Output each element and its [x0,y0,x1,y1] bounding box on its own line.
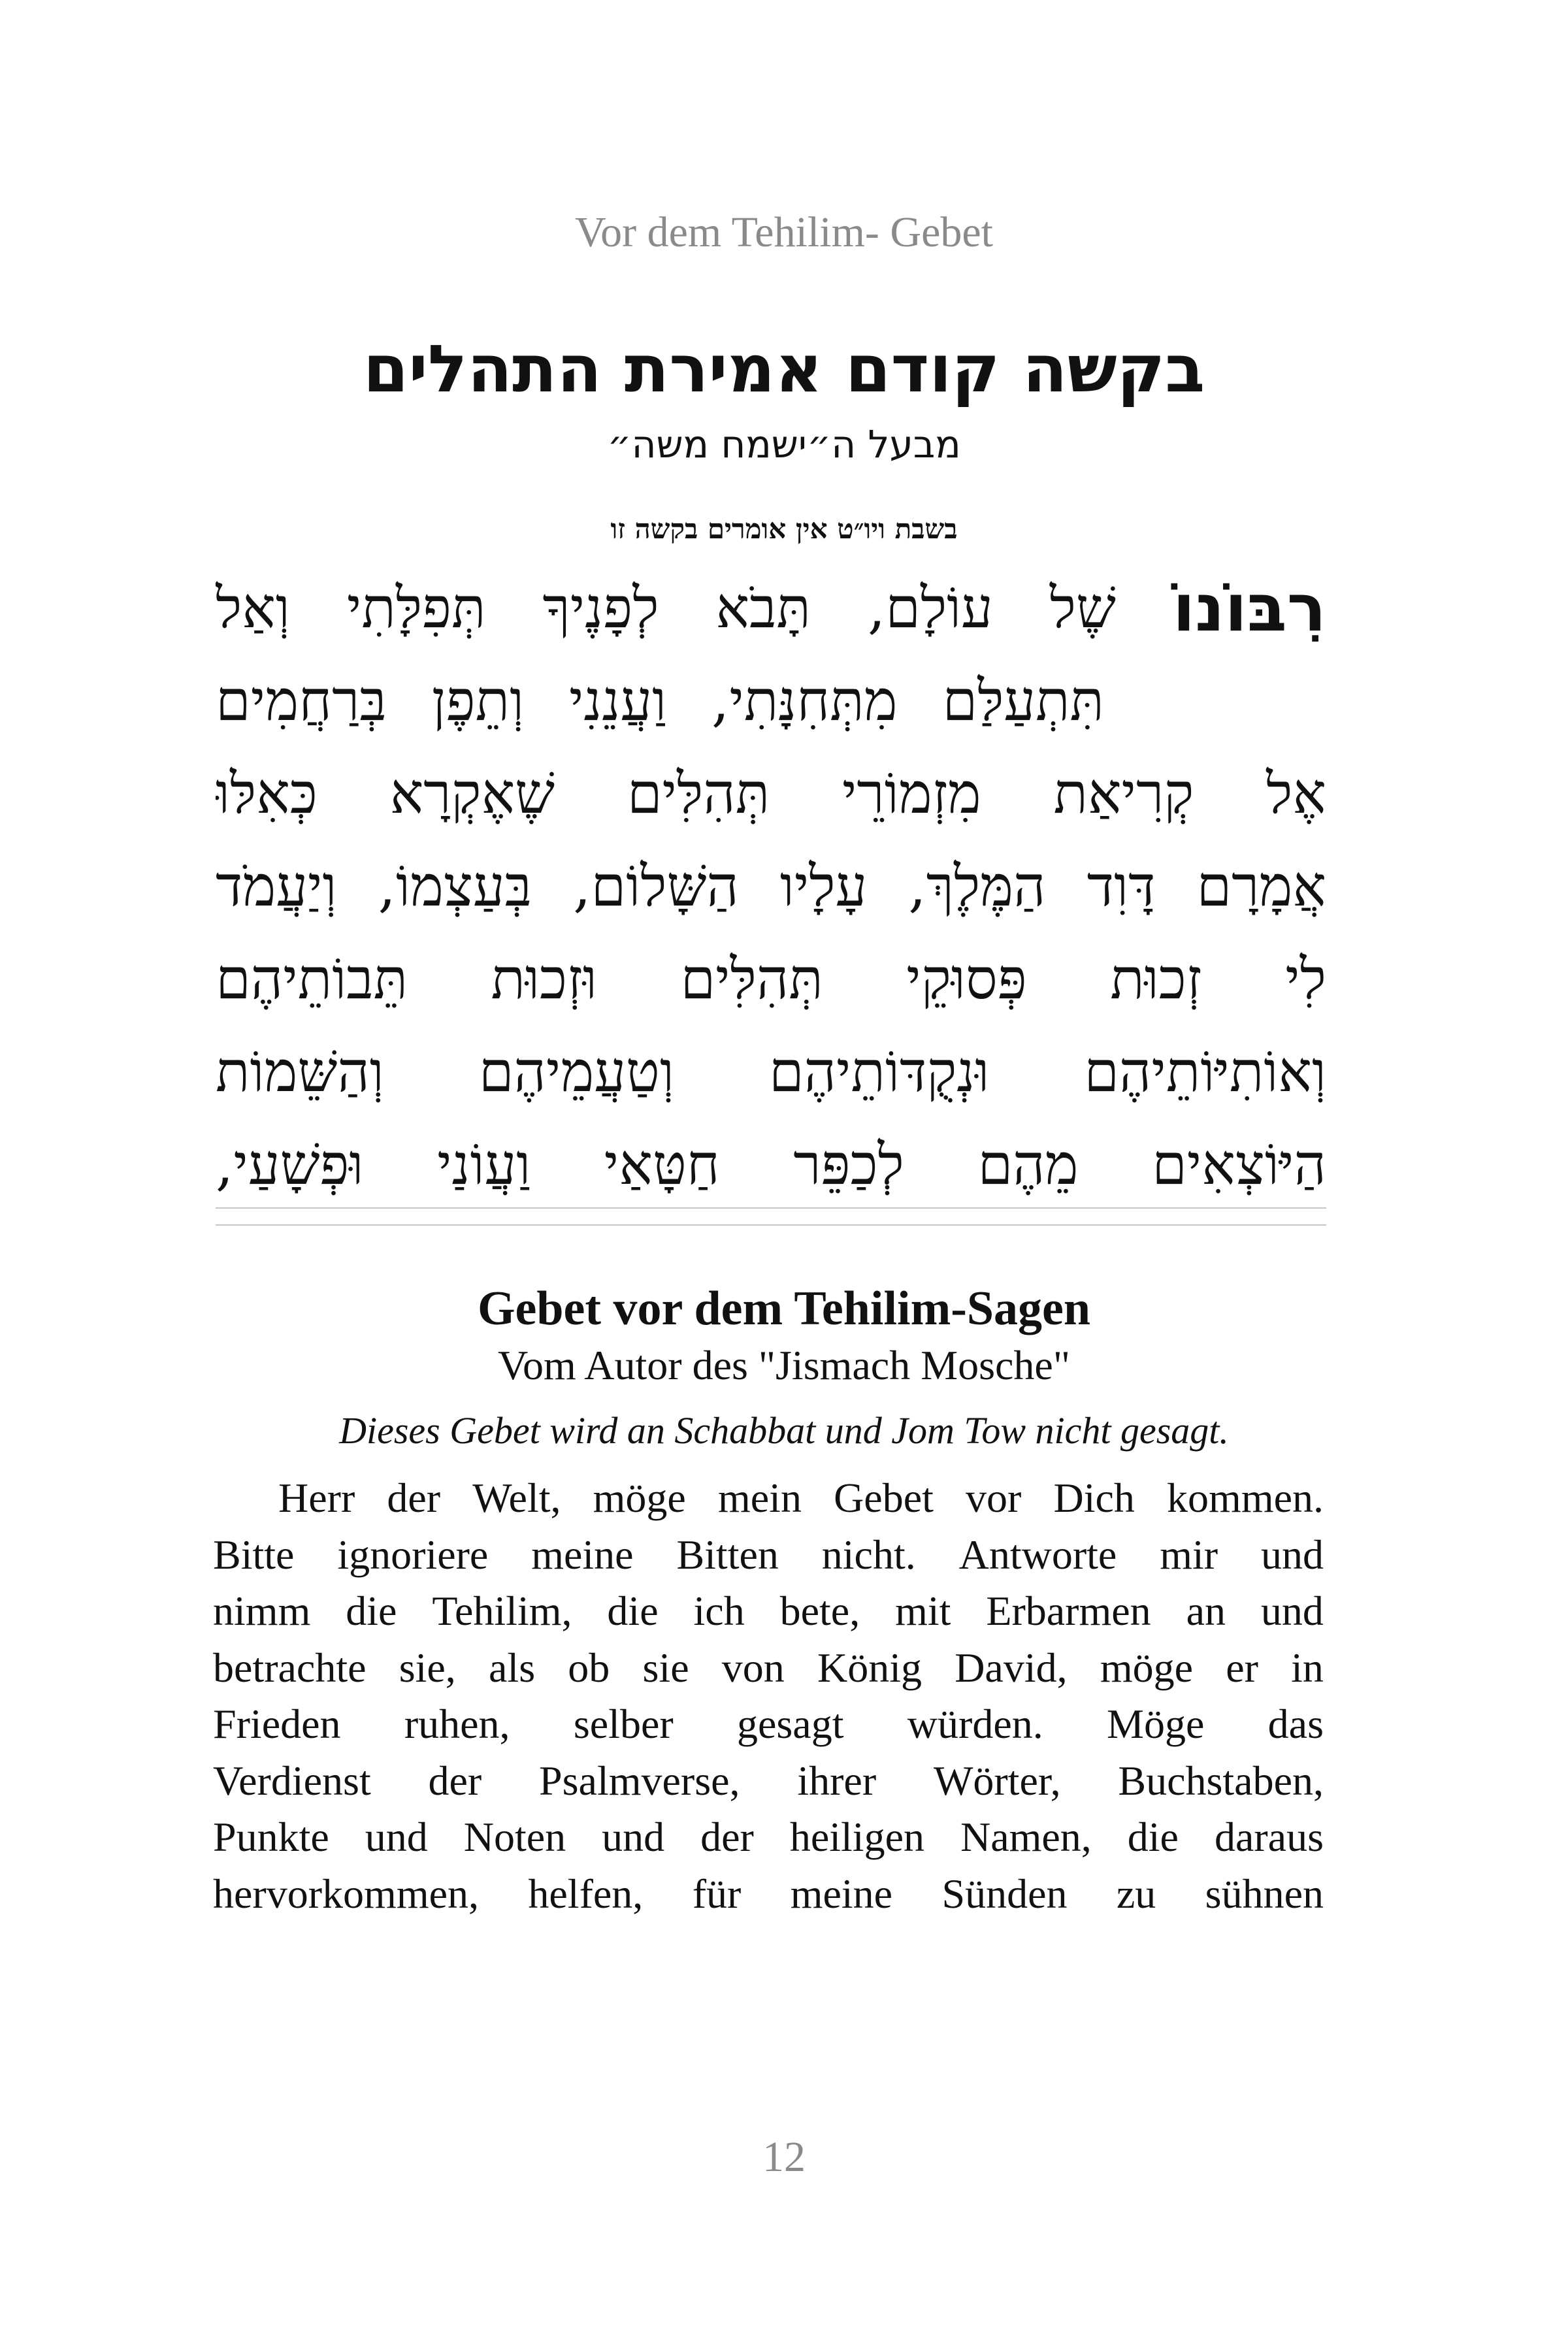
hebrew-word: וְתֵפֶן [431,668,525,734]
german-word: für [692,1870,742,1917]
hebrew-word: תִּתְעַלַּם [942,668,1104,734]
german-word: mit [895,1588,951,1634]
german-word: Antworte [958,1531,1117,1578]
hebrew-word: בְּעַצְמוֹ, [378,854,532,919]
german-word: Dich [1053,1475,1135,1521]
hebrew-line [216,747,1326,840]
german-line [213,1527,1324,1584]
german-word: Punkte [213,1814,329,1860]
hebrew-line [216,655,1326,747]
german-line [213,1696,1324,1753]
german-line [213,1809,1324,1866]
german-title: Gebet vor dem Tehilim-Sagen [477,1282,1091,1335]
german-word: Gebet [834,1475,934,1521]
hebrew-word: תְּהִלִּים [680,947,823,1012]
german-word: Bitte [213,1531,295,1578]
german-line [213,1753,1324,1810]
german-word: und [602,1814,665,1860]
german-word: das [1267,1701,1324,1747]
german-word: Verdienst [213,1757,371,1804]
hebrew-word: דָּוִד [1086,854,1156,919]
german-word: möge [1100,1644,1193,1691]
hebrew-word: מִזְמוֹרֵי [841,761,981,826]
german-word: Möge [1107,1701,1205,1747]
hebrew-word: תָּבֹא [715,576,811,641]
hebrew-word: וּזְכוּת [491,947,598,1012]
german-word: Namen, [960,1814,1092,1860]
german-word: die [607,1588,659,1634]
hebrew-word: תְּפִלָּתִי [346,576,486,641]
german-word: Sünden [941,1870,1068,1917]
hebrew-line [216,1026,1326,1119]
german-word: Tehilim, [432,1588,572,1634]
german-word: als [489,1644,536,1691]
german-word: und [1260,1531,1324,1578]
hebrew-word: עָלָיו [779,854,868,919]
german-line [213,1640,1324,1697]
german-word: von [721,1644,785,1691]
german-word: selber [573,1701,674,1747]
german-word: gesagt [736,1701,844,1747]
german-word: Erbarmen [986,1588,1151,1634]
hebrew-prayer-text [216,562,1326,1211]
german-word: David, [955,1644,1068,1691]
hebrew-word: וַעֲנֵנִי [569,668,667,734]
hebrew-line [216,1119,1326,1211]
german-word: der [387,1475,441,1521]
german-word: Buchstaben, [1118,1757,1324,1804]
hebrew-word: מִתְּחִנָּתִי, [711,668,898,734]
german-word: heiligen [789,1814,924,1860]
german-note: Dieses Gebet wird an Schabbat und Jom Tow nicht gesagt. [339,1409,1229,1452]
hebrew-word: בְּרַחֲמִים [216,668,387,734]
hebrew-word: לִי [1285,947,1326,1012]
hebrew-word: וּפְשָׁעַי, [216,1132,364,1198]
hebrew-note: בשבת ויו״ט אין אומרים בקשה זו [610,513,958,545]
german-word: meine [531,1531,634,1578]
hebrew-word: אֲמָרָם [1196,854,1326,919]
page-number: 12 [762,2133,806,2181]
german-word: vor [966,1475,1022,1521]
hebrew-word: זְכוּת [1110,947,1202,1012]
german-word: hervorkommen, [213,1870,479,1917]
german-word: würden. [907,1701,1043,1747]
section-divider [216,1224,1326,1226]
german-word: Noten [463,1814,566,1860]
german-prayer-text [213,1470,1324,1922]
german-word: kommen. [1167,1475,1324,1521]
german-word: möge [593,1475,686,1521]
hebrew-word: הַיּוֹצְאִים [1152,1132,1326,1198]
german-word: helfen, [528,1870,644,1917]
german-word: daraus [1214,1814,1324,1860]
hebrew-word: וְטַעֲמֵיהֶם [478,1039,674,1105]
german-word: in [1291,1644,1324,1691]
hebrew-word: תְּהִלִּים [627,761,770,826]
hebrew-word: וּנְקֻדּוֹתֵיהֶם [768,1039,990,1105]
german-word: er [1226,1644,1258,1691]
german-line [213,1583,1324,1640]
hebrew-word: וְהַשֵּׁמוֹת [216,1039,384,1105]
german-subtitle: Vom Autor des "Jismach Mosche" [498,1342,1070,1388]
german-word: sie, [399,1644,456,1691]
german-word: zu [1116,1870,1156,1917]
german-word: und [365,1814,428,1860]
german-word: nimm [213,1588,311,1634]
german-word: betrachte [213,1644,367,1691]
german-line [213,1470,1324,1527]
german-word: ruhen, [404,1701,510,1747]
section-divider [216,1207,1326,1209]
german-word: Bitten [676,1531,779,1578]
hebrew-word: תֵּבוֹתֵיהֶם [216,947,408,1012]
hebrew-word: וְאַל [216,576,290,641]
german-word: ignoriere [337,1531,489,1578]
german-word: sühnen [1205,1870,1324,1917]
hebrew-line [216,933,1326,1026]
hebrew-word: מֵהֶם [977,1132,1079,1198]
german-line [213,1866,1324,1923]
german-word: Psalmverse, [539,1757,740,1804]
german-word: die [346,1588,397,1634]
german-word: mein [717,1475,802,1521]
german-word: bete, [779,1588,860,1634]
hebrew-line [216,840,1326,933]
german-word: an [1186,1588,1226,1634]
german-word: Welt, [472,1475,561,1521]
german-word: der [428,1757,482,1804]
hebrew-word: שֶׁאֶקְרָא [389,761,555,826]
german-word: meine [790,1870,893,1917]
german-word: Herr [278,1475,355,1521]
running-head: Vor dem Tehilim- Gebet [575,208,993,256]
german-word: König [817,1644,922,1691]
hebrew-word: וַעֲוֹנַי [437,1132,531,1198]
german-word: der [700,1814,754,1860]
german-word: Wörter, [933,1757,1061,1804]
hebrew-word: עוֹלָם, [867,576,993,641]
german-word: mir [1160,1531,1218,1578]
german-word: ihrer [797,1757,877,1804]
hebrew-line [216,562,1326,655]
hebrew-word: הַשָּׁלוֹם, [573,854,739,919]
hebrew-word: אֶל [1266,761,1326,826]
hebrew-word: לְכַפֵּר [793,1132,904,1198]
hebrew-word: כְּאִלּוּ [216,761,318,826]
german-word: ob [568,1644,610,1691]
hebrew-word: הַמֶּלֶךְ, [908,854,1046,919]
german-word: Frieden [213,1701,341,1747]
hebrew-word: פְּסוּקֵי [906,947,1027,1012]
hebrew-subtitle: מבעל ה״ישמח משה״ [607,422,961,466]
hebrew-word: וְיַעֲמֹד [216,854,337,919]
german-word: sie [642,1644,689,1691]
german-word: die [1127,1814,1179,1860]
hebrew-opening-word: רִבּוֹנוֹ [1172,570,1326,646]
german-word: und [1260,1588,1324,1634]
hebrew-word: לְפָנֶיךָ [542,576,659,641]
hebrew-title: בקשה קודם אמירת התהלים [363,331,1205,407]
hebrew-word: קְרִיאַת [1053,761,1194,826]
hebrew-word: חַטָּאַי [604,1132,720,1198]
hebrew-word: וְאוֹתִיּוֹתֵיהֶם [1084,1039,1326,1105]
german-word: nicht. [821,1531,916,1578]
hebrew-word: שֶׁל [1049,576,1116,641]
german-word: ich [693,1588,745,1634]
